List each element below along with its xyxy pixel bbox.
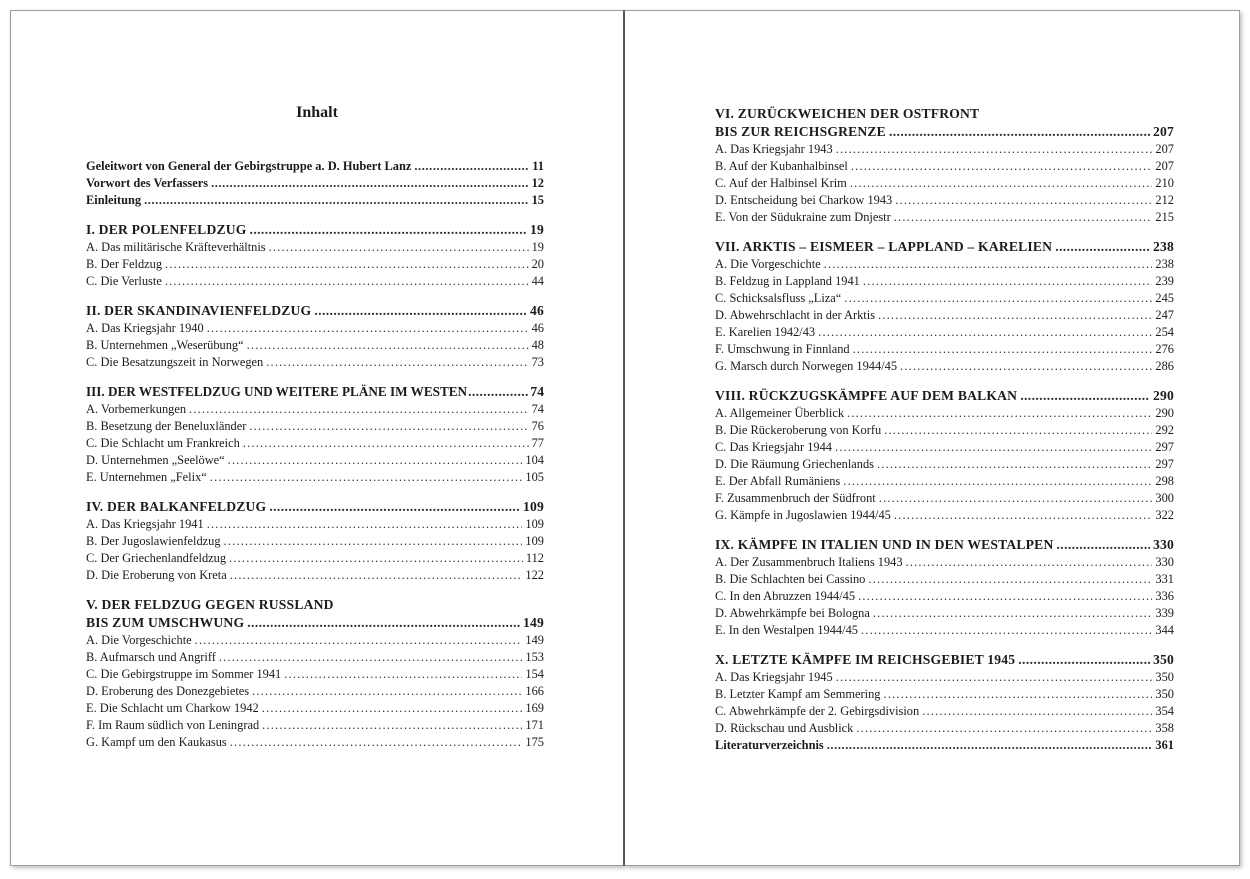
toc-section-title-line1: V. DER FELDZUG GEGEN RUSSLAND [86, 597, 334, 612]
toc-entry-text: G. Kämpfe in Jugoslawien 1944/45 [715, 508, 891, 522]
toc-entry-page: 239 [1155, 274, 1174, 288]
toc-entry-text: B. Die Schlachten bei Cassino [715, 572, 866, 586]
toc-left [86, 158, 544, 751]
dot-leader [836, 669, 1153, 686]
dot-leader [844, 290, 1152, 307]
toc-entry [715, 490, 1174, 507]
toc-section [715, 123, 1174, 141]
toc-entry-text: A. Die Vorgeschichte [715, 257, 821, 271]
dot-leader [900, 358, 1152, 375]
toc-entry-page: 112 [525, 551, 544, 565]
toc-section-title: BIS ZUM UMSCHWUNG [86, 615, 245, 630]
toc-entry [86, 550, 544, 567]
toc-entry-page: 298 [1155, 474, 1174, 488]
toc-entry [715, 737, 1174, 754]
toc-entry [715, 605, 1174, 622]
dot-leader [879, 490, 1153, 507]
toc-entry [715, 422, 1174, 439]
toc-entry-text: C. Abwehrkämpfe der 2. Gebirgsdivision [715, 704, 920, 718]
toc-entry [86, 256, 544, 273]
dot-leader [906, 554, 1153, 571]
dot-leader [210, 469, 523, 486]
toc-entry [715, 358, 1174, 375]
dot-leader [873, 605, 1153, 622]
dot-leader [922, 703, 1152, 720]
toc-entry-page: 330 [1155, 555, 1174, 569]
dot-leader [851, 158, 1153, 175]
toc-entry-page: 300 [1155, 491, 1174, 505]
toc-section-page: 207 [1153, 124, 1174, 139]
toc-right [715, 105, 1174, 754]
dot-leader [824, 256, 1153, 273]
toc-entry-page: 175 [525, 735, 544, 749]
toc-entry-page: 286 [1155, 359, 1174, 373]
dot-leader [211, 175, 529, 192]
toc-entry [86, 401, 544, 418]
toc-entry [86, 649, 544, 666]
toc-section-page: 74 [530, 384, 544, 399]
toc-entry-page: 77 [531, 436, 544, 450]
toc-entry-page: 154 [525, 667, 544, 681]
toc-entry [86, 435, 544, 452]
toc-section-title: VII. ARKTIS – EISMEER – LAPPLAND – KARELIEN [715, 239, 1053, 254]
dot-leader [195, 632, 523, 649]
toc-section-title: II. DER SKANDINAVIENFELDZUG [86, 303, 312, 318]
toc-entry-page: 331 [1155, 572, 1174, 586]
toc-entry-page: 11 [532, 159, 544, 173]
toc-entry-text: D. Abwehrschlacht in der Arktis [715, 308, 876, 322]
toc-entry-text: D. Rückschau und Ausblick [715, 721, 854, 735]
toc-entry [715, 571, 1174, 588]
toc-entry-page: 109 [525, 534, 544, 548]
toc-entry-text: G. Kampf um den Kaukasus [86, 735, 227, 749]
toc-section [715, 536, 1174, 554]
toc-entry-text: G. Marsch durch Norwegen 1944/45 [715, 359, 898, 373]
dot-leader [827, 737, 1153, 754]
toc-entry-text: C. Die Besatzungszeit in Norwegen [86, 355, 264, 369]
dot-leader [262, 717, 522, 734]
toc-entry-page: 19 [531, 240, 544, 254]
toc-entry-page: 292 [1155, 423, 1174, 437]
toc-section-title: I. DER POLENFELDZUG [86, 222, 247, 237]
toc-entry-text: Vorwort des Verfassers [86, 176, 209, 190]
dot-leader [856, 720, 1152, 737]
toc-entry-page: 290 [1155, 406, 1174, 420]
dot-leader [847, 405, 1152, 422]
dot-leader [884, 686, 1153, 703]
left-page [10, 10, 624, 866]
toc-entry-page: 104 [525, 453, 544, 467]
toc-section-page: 46 [530, 303, 544, 318]
dot-leader [850, 175, 1153, 192]
toc-entry-text: A. Das Kriegsjahr 1943 [715, 142, 833, 156]
toc-entry-page: 109 [525, 517, 544, 531]
toc-entry-page: 336 [1155, 589, 1174, 603]
toc-entry-text: A. Das Kriegsjahr 1940 [86, 321, 204, 335]
toc-entry-page: 245 [1155, 291, 1174, 305]
toc-entry-page: 207 [1155, 159, 1174, 173]
toc-entry-page: 20 [531, 257, 544, 271]
toc-entry-text: C. Schicksalsfluss „Liza“ [715, 291, 842, 305]
toc-entry-text: B. Auf der Kubanhalbinsel [715, 159, 848, 173]
dot-leader [243, 435, 529, 452]
toc-entry [715, 158, 1174, 175]
toc-entry [86, 533, 544, 550]
toc-entry-text: F. Im Raum südlich von Leningrad [86, 718, 260, 732]
toc-entry-text: C. Der Griechenlandfeldzug [86, 551, 227, 565]
toc-entry [715, 456, 1174, 473]
dot-leader [835, 439, 1152, 456]
dot-leader [1020, 387, 1150, 405]
dot-leader [250, 221, 527, 239]
toc-entry-text: D. Eroberung des Donezgebietes [86, 684, 250, 698]
toc-entry-page: 105 [525, 470, 544, 484]
toc-entry-text: B. Unternehmen „Weserübung“ [86, 338, 244, 352]
toc-entry-page: 354 [1155, 704, 1174, 718]
toc-entry-page: 361 [1155, 738, 1174, 752]
toc-entry-text: D. Abwehrkämpfe bei Bologna [715, 606, 870, 620]
toc-section [86, 614, 544, 632]
dot-leader [189, 401, 529, 418]
toc-section-title: IX. KÄMPFE IN ITALIEN UND IN DEN WESTALPEN [715, 537, 1054, 552]
toc-entry-page: 322 [1155, 508, 1174, 522]
toc-section-page: 149 [523, 615, 544, 630]
dot-leader [269, 498, 520, 516]
toc-entry-text: D. Unternehmen „Seelöwe“ [86, 453, 225, 467]
toc-entry [715, 669, 1174, 686]
toc-entry-text: B. Der Jugoslawienfeldzug [86, 534, 221, 548]
dot-leader [868, 571, 1152, 588]
toc-entry-page: 166 [525, 684, 544, 698]
toc-entry-text: D. Die Räumung Griechenlands [715, 457, 874, 471]
dot-leader [266, 354, 528, 371]
toc-entry [86, 700, 544, 717]
dot-leader [228, 452, 523, 469]
toc-entry-page: 74 [531, 402, 544, 416]
toc-entry-text: B. Die Rückeroberung von Korfu [715, 423, 882, 437]
toc-entry-text: D. Die Eroberung von Kreta [86, 568, 227, 582]
toc-entry [86, 175, 544, 192]
toc-entry [715, 209, 1174, 226]
toc-entry-page: 169 [525, 701, 544, 715]
dot-leader [249, 418, 528, 435]
toc-section-title: IV. DER BALKANFELDZUG [86, 499, 267, 514]
page-title: Inhalt [296, 104, 338, 121]
toc-entry-text: A. Das militärische Kräfteverhältnis [86, 240, 266, 254]
toc-entry-text: E. Die Schlacht um Charkow 1942 [86, 701, 259, 715]
toc-entry-text: B. Aufmarsch und Angriff [86, 650, 216, 664]
dot-leader [230, 567, 523, 584]
toc-entry-text: B. Der Feldzug [86, 257, 163, 271]
toc-entry-text: E. Unternehmen „Felix“ [86, 470, 207, 484]
dot-leader [878, 307, 1152, 324]
toc-entry-page: 76 [531, 419, 544, 433]
dot-leader [889, 123, 1150, 141]
toc-entry [86, 567, 544, 584]
toc-entry-page: 254 [1155, 325, 1174, 339]
toc-entry [86, 734, 544, 751]
toc-entry-page: 276 [1155, 342, 1174, 356]
toc-entry-text: B. Letzter Kampf am Semmering [715, 687, 881, 701]
toc-section-title: III. DER WESTFELDZUG UND WEITERE PLÄNE IM WESTEN [86, 384, 468, 399]
dot-leader [252, 683, 522, 700]
toc-entry-page: 46 [531, 321, 544, 335]
dot-leader [284, 666, 522, 683]
toc-section [86, 498, 544, 516]
toc-entry-page: 44 [531, 274, 544, 288]
toc-entry [715, 554, 1174, 571]
toc-entry [715, 588, 1174, 605]
toc-entry-page: 247 [1155, 308, 1174, 322]
toc-section [715, 387, 1174, 405]
dot-leader [165, 256, 529, 273]
toc-entry-text: C. Die Verluste [86, 274, 162, 288]
toc-entry [715, 141, 1174, 158]
dot-leader [894, 507, 1153, 524]
toc-section-title-line1: VI. ZURÜCKWEICHEN DER OSTFRONT [715, 106, 980, 121]
toc-entry-page: 12 [531, 176, 544, 190]
toc-entry-page: 15 [531, 193, 544, 207]
toc-entry-page: 48 [531, 338, 544, 352]
dot-leader [858, 588, 1152, 605]
toc-entry-page: 215 [1155, 210, 1174, 224]
toc-entry-text: Geleitwort von General der Gebirgstruppe a. D. Hubert Lanz [86, 159, 412, 173]
dot-leader [1056, 536, 1150, 554]
toc-section-title: VIII. RÜCKZUGSKÄMPFE AUF DEM BALKAN [715, 388, 1018, 403]
toc-entry [715, 175, 1174, 192]
dot-leader [224, 533, 523, 550]
dot-leader [414, 158, 529, 175]
toc-entry [715, 720, 1174, 737]
dot-leader [877, 456, 1152, 473]
toc-entry [86, 469, 544, 486]
dot-leader [1055, 238, 1150, 256]
toc-entry [715, 256, 1174, 273]
toc-entry-page: 171 [525, 718, 544, 732]
toc-entry [715, 405, 1174, 422]
toc-entry-text: A. Das Kriegsjahr 1941 [86, 517, 204, 531]
toc-entry-text: A. Vorbemerkungen [86, 402, 187, 416]
dot-leader [269, 239, 529, 256]
toc-entry [86, 452, 544, 469]
toc-section [715, 238, 1174, 256]
toc-entry [86, 418, 544, 435]
toc-entry [86, 516, 544, 533]
toc-section-title: X. LETZTE KÄMPFE IM REICHSGEBIET 1945 [715, 652, 1016, 667]
dot-leader [219, 649, 523, 666]
toc-section [715, 651, 1174, 669]
toc-entry-page: 344 [1155, 623, 1174, 637]
toc-entry-text: C. Die Schlacht um Frankreich [86, 436, 240, 450]
toc-entry [86, 320, 544, 337]
toc-entry-text: F. Zusammenbruch der Südfront [715, 491, 876, 505]
toc-entry [86, 683, 544, 700]
toc-entry [86, 354, 544, 371]
toc-entry [715, 273, 1174, 290]
dot-leader [1018, 651, 1150, 669]
toc-section-page: 290 [1153, 388, 1174, 403]
toc-entry-text: E. Der Abfall Rumäniens [715, 474, 841, 488]
toc-entry-page: 238 [1155, 257, 1174, 271]
dot-leader [836, 141, 1153, 158]
toc-entry-page: 350 [1155, 670, 1174, 684]
toc-entry-text: B. Feldzug in Lappland 1941 [715, 274, 860, 288]
toc-entry-text: Einleitung [86, 193, 142, 207]
toc-entry-page: 212 [1155, 193, 1174, 207]
toc-entry-page: 350 [1155, 687, 1174, 701]
toc-entry [715, 439, 1174, 456]
toc-entry [715, 324, 1174, 341]
dot-leader [262, 700, 523, 717]
toc-entry [715, 473, 1174, 490]
toc-entry-text: C. Das Kriegsjahr 1944 [715, 440, 833, 454]
toc-entry [86, 239, 544, 256]
toc-entry [715, 622, 1174, 639]
toc-entry-page: 297 [1155, 457, 1174, 471]
toc-entry [86, 337, 544, 354]
toc-entry-page: 358 [1155, 721, 1174, 735]
toc-entry [715, 341, 1174, 358]
toc-entry [715, 307, 1174, 324]
toc-entry-text: A. Das Kriegsjahr 1945 [715, 670, 833, 684]
dot-leader [247, 337, 529, 354]
toc-entry-text: A. Der Zusammenbruch Italiens 1943 [715, 555, 903, 569]
dot-leader [895, 192, 1152, 209]
toc-entry-text: F. Umschwung in Finnland [715, 342, 850, 356]
toc-section-page: 330 [1153, 537, 1174, 552]
dot-leader [863, 273, 1153, 290]
toc-entry [86, 158, 544, 175]
toc-entry-page: 297 [1155, 440, 1174, 454]
toc-entry-text: Literaturverzeichnis [715, 738, 824, 752]
toc-section-page: 109 [523, 499, 544, 514]
dot-leader [230, 734, 523, 751]
dot-leader [144, 192, 529, 209]
toc-entry-page: 210 [1155, 176, 1174, 190]
toc-entry [715, 192, 1174, 209]
toc-entry-text: E. In den Westalpen 1944/45 [715, 623, 858, 637]
toc-entry-text: B. Besetzung der Beneluxländer [86, 419, 247, 433]
toc-entry [715, 686, 1174, 703]
toc-entry [715, 507, 1174, 524]
right-page [625, 10, 1240, 866]
dot-leader [468, 383, 529, 401]
toc-entry-text: C. Auf der Halbinsel Krim [715, 176, 847, 190]
toc-section [86, 302, 544, 320]
dot-leader [314, 302, 527, 320]
toc-section-title: BIS ZUR REICHSGRENZE [715, 124, 886, 139]
toc-entry [86, 192, 544, 209]
toc-entry-text: A. Die Vorgeschichte [86, 633, 192, 647]
dot-leader [165, 273, 529, 290]
toc-entry-text: D. Entscheidung bei Charkow 1943 [715, 193, 893, 207]
toc-section [86, 383, 544, 401]
dot-leader [247, 614, 520, 632]
toc-entry-page: 153 [525, 650, 544, 664]
toc-entry [86, 632, 544, 649]
toc-entry [86, 273, 544, 290]
dot-leader [894, 209, 1153, 226]
toc-entry-text: C. Die Gebirgstruppe im Sommer 1941 [86, 667, 282, 681]
dot-leader [861, 622, 1152, 639]
toc-entry-text: A. Allgemeiner Überblick [715, 406, 845, 420]
toc-entry [86, 666, 544, 683]
toc-entry [715, 703, 1174, 720]
dot-leader [843, 473, 1152, 490]
toc-section-page: 350 [1153, 652, 1174, 667]
toc-entry-page: 339 [1155, 606, 1174, 620]
dot-leader [207, 320, 529, 337]
toc-entry [86, 717, 544, 734]
toc-entry [715, 290, 1174, 307]
toc-section [86, 221, 544, 239]
toc-entry-text: E. Karelien 1942/43 [715, 325, 816, 339]
toc-entry-text: C. In den Abruzzen 1944/45 [715, 589, 856, 603]
toc-entry-page: 207 [1155, 142, 1174, 156]
toc-entry-page: 73 [531, 355, 544, 369]
toc-entry-page: 149 [525, 633, 544, 647]
dot-leader [853, 341, 1153, 358]
toc-entry-text: E. Von der Südukraine zum Dnjestr [715, 210, 891, 224]
dot-leader [884, 422, 1152, 439]
toc-section-page: 19 [530, 222, 544, 237]
dot-leader [229, 550, 523, 567]
toc-entry-page: 122 [525, 568, 544, 582]
dot-leader [207, 516, 523, 533]
toc-section-page: 238 [1153, 239, 1174, 254]
dot-leader [818, 324, 1152, 341]
